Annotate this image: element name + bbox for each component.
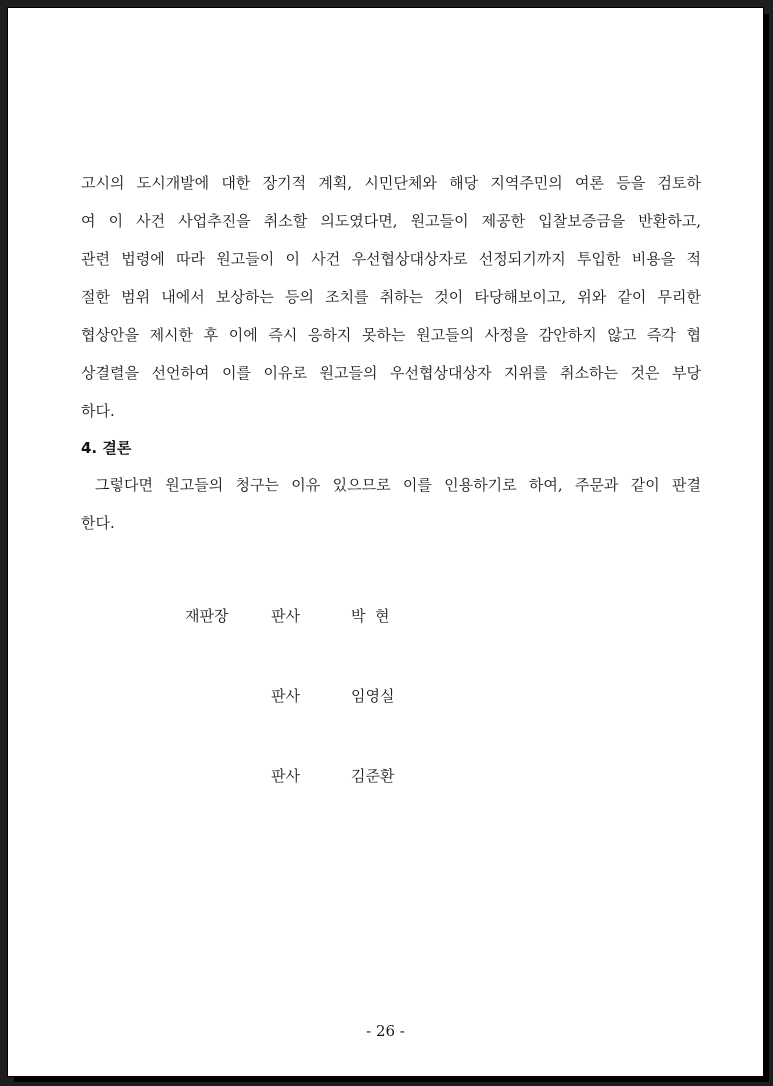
- text-line: 고시의 도시개발에 대한 장기적 계획, 시민단체와 해당 지역주민의 여론 등을 검토하: [81, 174, 701, 192]
- text-line: 한다.: [81, 514, 115, 532]
- judge-name: 김준환: [351, 767, 395, 785]
- document-page: [7, 7, 764, 1077]
- presiding-judge-title: 재판장: [185, 607, 229, 625]
- signature-row: [8, 764, 763, 788]
- section-heading: 4. 결론: [81, 439, 132, 457]
- judge-role: 판사: [271, 687, 300, 705]
- text-line: 상결렬을 선언하여 이를 이유로 원고들의 우선협상대상자 지위를 취소하는 것은 부당: [81, 364, 701, 382]
- signature-row: [8, 684, 763, 708]
- text-line: 여 이 사건 사업추진을 취소할 의도였다면, 원고들이 제공한 입찰보증금을 반환하고,: [81, 212, 701, 230]
- document-body: [81, 164, 701, 542]
- paragraph-conclusion-reasoning: [81, 164, 701, 430]
- judge-name: 박 현: [351, 607, 390, 625]
- text-line: 관련 법령에 따라 원고들이 이 사건 우선협상대상자로 선정되기까지 투입한 비용을 적: [81, 250, 701, 268]
- judge-role: 판사: [271, 607, 300, 625]
- text-line: 그렇다면 원고들의 청구는 이유 있으므로 이를 인용하기로 하여, 주문과 같이 판결: [95, 476, 701, 494]
- text-line: 협상안을 제시한 후 이에 즉시 응하지 못하는 원고들의 사정을 감안하지 않고 즉각 협: [81, 326, 701, 344]
- signature-row: [8, 604, 763, 628]
- page-number: - 26 -: [366, 1022, 405, 1040]
- page-shadow-right: [764, 14, 769, 1080]
- text-line: 절한 범위 내에서 보상하는 등의 조치를 취하는 것이 타당해보이고, 위와 같이 무리한: [81, 288, 701, 306]
- judge-name: 임영실: [351, 687, 395, 705]
- judge-role: 판사: [271, 767, 300, 785]
- page-shadow-bottom: [14, 1077, 769, 1082]
- text-line: 하다.: [81, 402, 115, 420]
- paragraph-final-judgment: [81, 466, 701, 542]
